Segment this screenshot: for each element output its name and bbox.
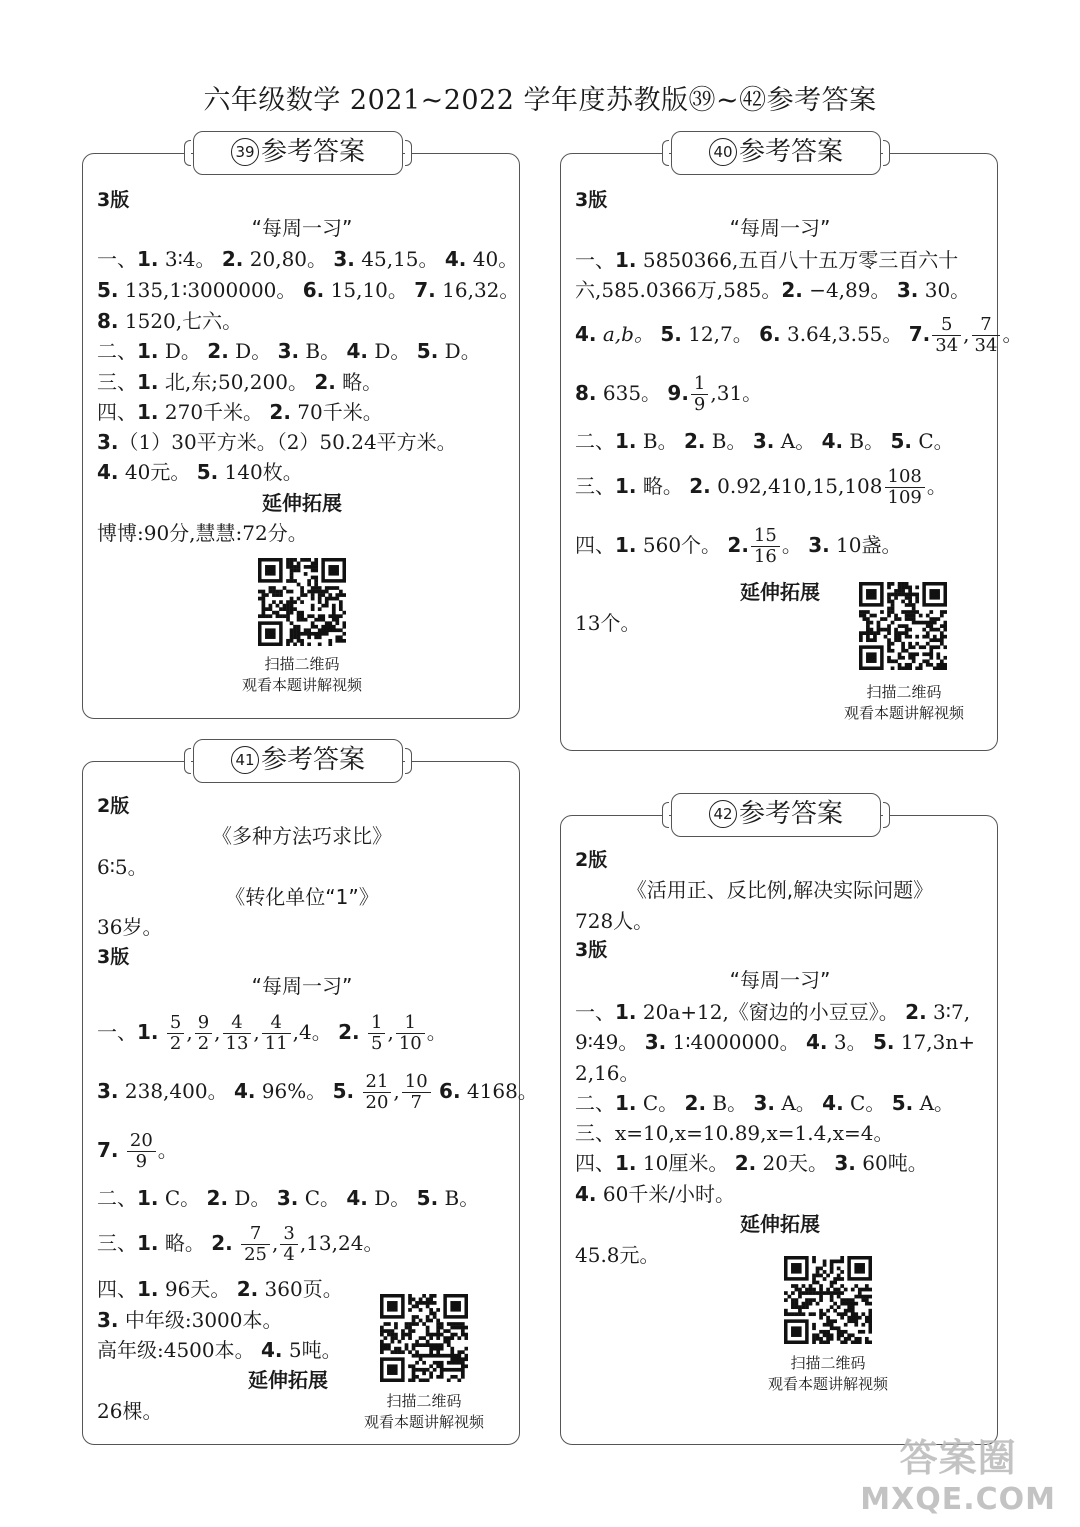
answer-line: 2,16。 (575, 1061, 640, 1085)
answer-panel-42 (560, 799, 998, 1445)
answer-line: 9∶49。 3. 1∶4000000。 4. 3。 5. 17,3n+ (575, 1030, 975, 1054)
answer-line: 7. $\frac{20}{9}$ 。 (97, 1130, 178, 1172)
circled-number: 39 (231, 138, 259, 166)
answer-line: 四、1. 560个。 2. $\frac{15}{16}$ 。 3. 10盏。 (575, 525, 902, 567)
fraction: $\frac{4}{13}$ (223, 1013, 252, 1054)
extension-answer: 博博:90分,慧慧:72分。 (97, 521, 308, 545)
extension-answer: 26棵。 (97, 1399, 163, 1423)
answer-line: 4. a,b。 5. 12,7。 6. 3.64,3.55。 7. $\frac{5}{34}$ , $\frac{7}{34}$ 。 (575, 314, 1023, 356)
answer-line: 二、1. B。 2. B。 3. A。 4. B。 5. C。 (575, 429, 954, 453)
panel-tab-40: 40 参考答案 (671, 131, 881, 175)
edition-label: 3版 (575, 939, 608, 961)
fraction: $\frac{1}{5}$ (368, 1013, 385, 1054)
answer-panel-40 (560, 137, 1023, 751)
panel-tab-42: 42 参考答案 (671, 793, 881, 837)
edition-label: 3版 (575, 189, 608, 211)
fraction: $\frac{108}{109}$ (885, 467, 925, 508)
fraction: $\frac{9}{2}$ (195, 1013, 212, 1054)
answer-line: 四、1. 270千米。 2. 70千米。 (97, 400, 383, 424)
answer-panel-41 (82, 745, 538, 1445)
answer-line: 36岁。 (97, 915, 163, 939)
answer-line: 4. 40元。 5. 140枚。 (97, 460, 303, 484)
fraction: $\frac{1}{10}$ (396, 1013, 425, 1054)
answer-line: 3. 238,400。 4. 96%。 5. $\frac{21}{20}$ , $\frac{10}{7}$ 6. 4168。 (97, 1071, 538, 1113)
section-heading: “每周一习” (729, 216, 831, 240)
answer-line: 二、1. C。 2. D。 3. C。 4. D。 5. B。 (97, 1186, 480, 1210)
fraction: $\frac{21}{20}$ (363, 1072, 392, 1113)
qr-code-icon[interactable] (258, 558, 346, 646)
edition-label: 2版 (97, 795, 130, 817)
fraction: $\frac{20}{9}$ (127, 1131, 156, 1172)
section-heading: 《多种方法巧求比》 (212, 824, 392, 848)
answer-line: 三、1. 略。 2. 0.92,410,15,108 $\frac{108}{109}$ 。 (575, 466, 947, 508)
circled-number: 41 (231, 746, 259, 774)
answer-line: 六,585.0366万,585。2. −4,89。 3. 30。 (575, 278, 971, 302)
extension-heading: 延伸拓展 (740, 580, 820, 604)
answer-line: 一、1. 5850366,五百八十五万零三百六十 (575, 248, 959, 272)
fraction: $\frac{7}{25}$ (241, 1224, 270, 1265)
answer-line: 二、1. D。 2. D。 3. B。 4. D。 5. D。 (97, 339, 481, 363)
answer-panel-39 (82, 137, 520, 719)
extension-answer: 13个。 (575, 611, 641, 635)
answer-line: 3. 中年级:3000本。 (97, 1308, 283, 1332)
answer-line: 一、1. 20a+12,《窗边的小豆豆》。 2. 3∶7, (575, 1000, 971, 1024)
fraction: $\frac{15}{16}$ (751, 526, 780, 567)
qr-code-icon[interactable] (859, 582, 947, 670)
answer-line: 8. 1520,七六。 (97, 309, 243, 333)
edition-label: 3版 (97, 189, 130, 211)
fraction: $\frac{4}{11}$ (262, 1013, 291, 1054)
answer-line: 高年级:4500本。 4. 5吨。 (97, 1338, 342, 1362)
edition-label: 3版 (97, 946, 130, 968)
answer-line: 四、1. 10厘米。 2. 20天。 3. 60吨。 (575, 1151, 928, 1175)
section-heading: 《转化单位“1”》 (225, 885, 379, 909)
answer-line: 三、x=10,x=10.89,x=1.4,x=4。 (575, 1121, 894, 1145)
answer-line: 4. 60千米/小时。 (575, 1182, 736, 1206)
extension-heading: 延伸拓展 (262, 491, 342, 515)
panel-tab-41: 41 参考答案 (193, 739, 403, 783)
answer-line: 二、1. C。 2. B。 3. A。 4. C。 5. A。 (575, 1091, 955, 1115)
qr-caption: 扫描二维码 观看本题讲解视频 (241, 655, 362, 694)
answer-line: 3.（1）30平方米。（2）50.24平方米。 (97, 430, 457, 454)
extension-answer: 45.8元。 (575, 1243, 660, 1267)
extension-heading: 延伸拓展 (248, 1368, 328, 1392)
answer-line: 三、1. 略。 2. $\frac{7}{25}$ , $\frac{3}{4}$ ,13,24。 (97, 1223, 384, 1265)
panel-tab-39: 39 参考答案 (193, 131, 403, 175)
qr-code-icon[interactable] (380, 1294, 468, 1382)
qr-caption: 扫描二维码 观看本题讲解视频 (843, 683, 964, 722)
qr-code-icon[interactable] (784, 1256, 872, 1344)
fraction: $\frac{5}{2}$ (167, 1013, 184, 1054)
answer-line: 728人。 (575, 909, 654, 933)
answer-line: 三、1. 北,东;50,200。 2. 略。 (97, 370, 383, 394)
fraction: $\frac{5}{34}$ (932, 315, 961, 356)
circled-number: 42 (709, 800, 737, 828)
answer-line: 一、1. $\frac{5}{2}$ , $\frac{9}{2}$ , $\frac{4}{13}$ , $\frac{4}{11}$ ,4。 2. $\frac{1}{5}$ , $\frac{1}{10}$ 。 (97, 1012, 447, 1054)
answer-line: 一、1. 3∶4。 2. 20,80。 3. 45,15。 4. 40。 (97, 247, 519, 271)
section-heading: “每周一习” (729, 968, 831, 992)
section-heading: “每周一习” (251, 974, 353, 998)
fraction: $\frac{7}{34}$ (972, 315, 1001, 356)
answer-line: 四、1. 96天。 2. 360页。 (97, 1277, 343, 1301)
circled-number: 40 (709, 138, 737, 166)
fraction: $\frac{10}{7}$ (402, 1072, 431, 1113)
qr-caption: 扫描二维码 观看本题讲解视频 (767, 1354, 888, 1393)
section-heading: 《活用正、反比例,解决实际问题》 (626, 878, 934, 902)
extension-heading: 延伸拓展 (740, 1212, 820, 1236)
section-heading: “每周一习” (251, 216, 353, 240)
fraction: $\frac{3}{4}$ (280, 1224, 297, 1265)
page-title: 六年级数学 2021~2022 学年度苏教版㊴~㊷参考答案 (203, 85, 877, 116)
fraction: $\frac{1}{9}$ (691, 374, 708, 415)
site-watermark: 答案圈 MXQE.COM (860, 1436, 1056, 1517)
answer-line: 5. 135,1∶3000000。 6. 15,10。 7. 16,32。 (97, 278, 520, 302)
edition-label: 2版 (575, 849, 608, 871)
answer-line: 6∶5。 (97, 855, 148, 879)
answer-line: 8. 635。 9. $\frac{1}{9}$ ,31。 (575, 373, 763, 415)
qr-caption: 扫描二维码 观看本题讲解视频 (363, 1392, 484, 1431)
